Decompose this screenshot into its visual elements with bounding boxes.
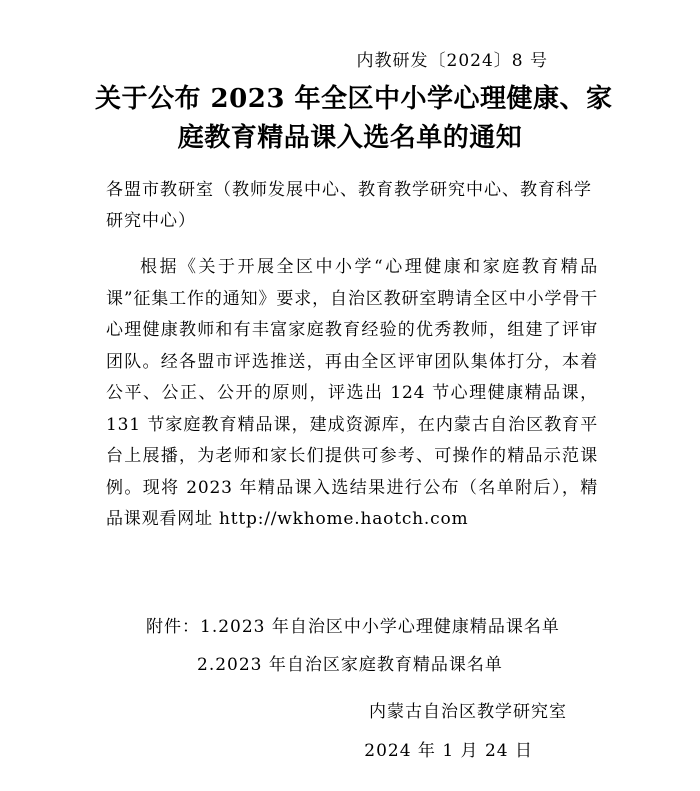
body-paragraph: 根据《关于开展全区中小学“心理健康和家庭教育精品课”征集工作的通知》要求，自治区教研室聘请全区中小学骨干心理健康教师和有丰富家庭教育经验的优秀教师，组建了评审团队。经各盟市评选推送，再由全区评审团队集体打分，本着公平、公正、公开的原则，评选出 124 节心理健康精品课，131 节家庭教育精品课，建成资源库，在内蒙古自治区教育平台上展播，为老师和家长们提供可参考、可操作的精品示范课例。现将 2023 年精品课入选结果进行公布（名单附后），精品课观看网址 http://wkhome.haotch.com	[106, 257, 598, 529]
issuer-signature: 内蒙古自治区教学研究室	[369, 702, 567, 722]
issue-date: 2024 年 1 月 24 日	[364, 741, 533, 761]
document-number: 内教研发〔2024〕8 号	[356, 51, 548, 71]
attachment-item-2: 2.2023 年自治区家庭教育精品课名单	[197, 655, 503, 675]
attachment-item-1: 附件：1.2023 年自治区中小学心理健康精品课名单	[146, 617, 560, 637]
document-title	[95, 80, 613, 158]
title-line-2: 庭教育精品课入选名单的通知	[177, 123, 523, 153]
title-line-1: 关于公布 2023 年全区中小学心理健康、家	[95, 84, 613, 114]
salutation: 各盟市教研室（教师发展中心、教育教学研究中心、教育科学研究中心）	[106, 180, 592, 231]
